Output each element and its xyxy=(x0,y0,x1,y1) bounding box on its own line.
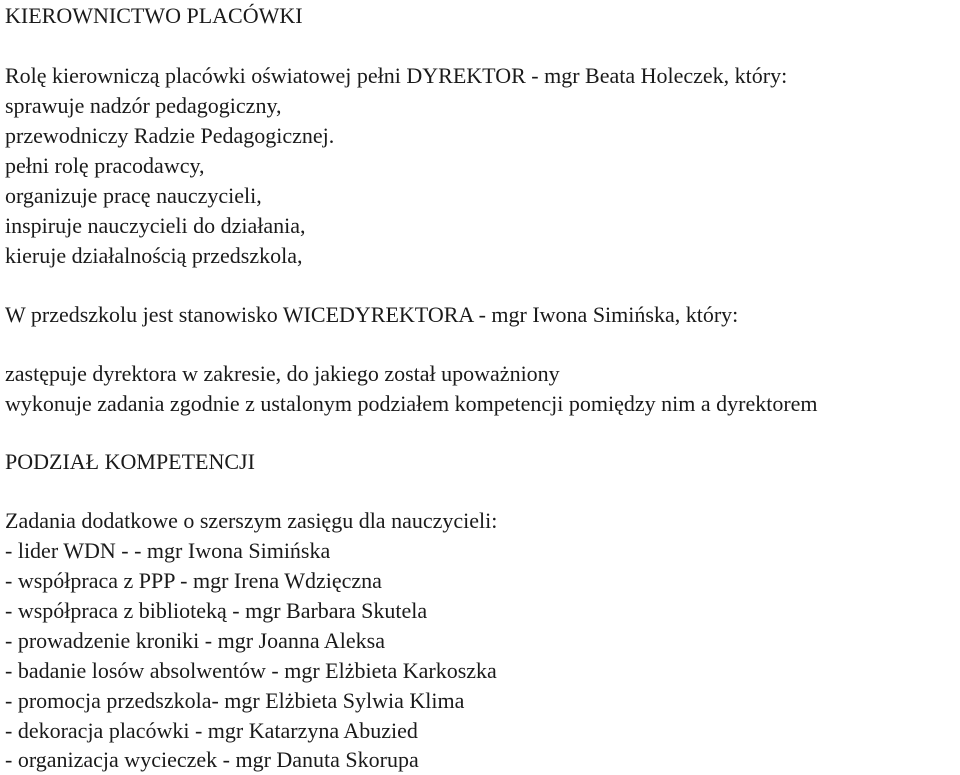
task-item: - lider WDN - - mgr Iwona Simińska xyxy=(5,538,331,563)
vice-director-intro: W przedszkolu jest stanowisko WICEDYREKTORA - mgr Iwona Simińska, który: xyxy=(5,302,739,327)
task-item: - dekoracja placówki - mgr Katarzyna Abuzied xyxy=(5,718,418,743)
director-duty: przewodniczy Radzie Pedagogicznej. xyxy=(5,123,335,148)
director-duty: pełni rolę pracodawcy, xyxy=(5,153,205,178)
vice-director-duty: wykonuje zadania zgodnie z ustalonym podziałem kompetencji pomiędzy nim a dyrektorem xyxy=(5,391,818,416)
task-item: - prowadzenie kroniki - mgr Joanna Aleksa xyxy=(5,628,385,653)
task-item: - badanie losów absolwentów - mgr Elżbieta Karkoszka xyxy=(5,658,497,683)
director-duty: kieruje działalnością przedszkola, xyxy=(5,243,303,268)
director-duty: inspiruje nauczycieli do działania, xyxy=(5,213,306,238)
vice-director-duty: zastępuje dyrektora w zakresie, do jakiego został upoważniony xyxy=(5,361,560,386)
competence-intro: Zadania dodatkowe o szerszym zasięgu dla nauczycieli: xyxy=(5,508,498,533)
director-duty: sprawuje nadzór pedagogiczny, xyxy=(5,93,282,118)
page-heading: KIEROWNICTWO PLACÓWKI xyxy=(5,3,303,28)
task-item: - współpraca z biblioteką - mgr Barbara Skutela xyxy=(5,598,428,623)
director-intro: Rolę kierowniczą placówki oświatowej pełni DYREKTOR - mgr Beata Holeczek, który: xyxy=(5,63,788,88)
task-item: - organizacja wycieczek - mgr Danuta Skorupa xyxy=(5,747,419,772)
competence-heading: PODZIAŁ KOMPETENCJI xyxy=(5,449,255,474)
task-item: - promocja przedszkola- mgr Elżbieta Sylwia Klima xyxy=(5,688,465,713)
director-duty: organizuje pracę nauczycieli, xyxy=(5,183,262,208)
task-item: - współpraca z PPP - mgr Irena Wdzięczna xyxy=(5,568,382,593)
